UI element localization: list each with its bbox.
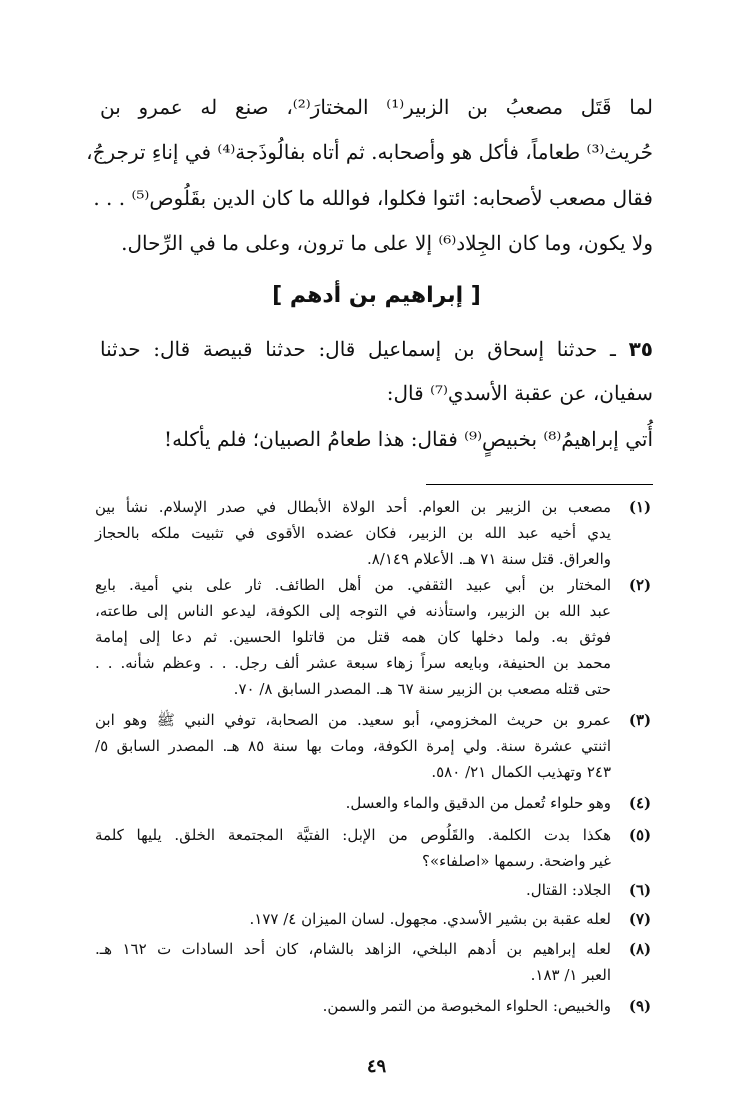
footnote-text (95, 936, 611, 988)
narration-line: سفيان، عن عقبة الأسدي⁽⁷⁾ قال: (386, 381, 653, 405)
footnote-text (95, 822, 611, 874)
footnote-number: (٤) (628, 794, 652, 812)
footnote-line: والخبيص: الحلواء المخبوصة من التمر والسمن. (322, 997, 611, 1015)
footnote-text (95, 790, 611, 816)
story-line: ولا يكون، وما كان الجِلاد⁽⁶⁾ إلا على ما ترون، وعلى ما في الرِّحال. (121, 231, 653, 255)
footnote-number: (٣) (628, 711, 652, 729)
footnote-line: هكذا بدت الكلمة. والقَلُوص من الإبل: الفتيَّة المجتمعة الخلق. يليها كلمة (95, 826, 611, 844)
footnote-divider (426, 484, 653, 485)
narration-number: ٣٥ (628, 337, 653, 361)
story-line: لما قَتَل مصعبُ بن الزبير⁽¹⁾ المختارَ⁽²⁾، صنع له عمرو بن (100, 95, 653, 119)
footnote-line: وهو حلواء تُعمل من الدقيق والماء والعسل. (345, 794, 611, 812)
footnote-line: لعله عقبة بن بشير الأسدي. مجهول. لسان الميزان ٤/ ١٧٧. (249, 910, 611, 928)
footnote-text (95, 993, 611, 1019)
footnote-line: المختار بن أبي عبيد الثقفي. من أهل الطائف. ثار على بني أمية. بايع (95, 576, 611, 594)
footnote-line: يدي أخيه عبد الله بن الزبير، فكان عضده الأقوى في تثبيت ملكه بالحجاز (95, 524, 611, 542)
footnote-line: حتى قتله مصعب بن الزبير سنة ٦٧ هـ. المصدر السابق ٨/ ٧٠. (233, 680, 611, 698)
footnote-number: (٥) (628, 826, 652, 844)
footnote-number: (٨) (628, 940, 652, 958)
footnote-line: غير واضحة. رسمها «اصلفاء»؟ (422, 852, 611, 870)
footnote-text (95, 877, 611, 903)
page-number: ٤٩ (366, 1056, 387, 1077)
narration-line: أُتي إبراهيمُ⁽⁸⁾ بخبيصٍ⁽⁹⁾ فقال: هذا طعامُ الصبيان؛ فلم يأكله! (164, 427, 653, 451)
footnote-line: عمرو بن حريث المخزومي، أبو سعيد. من الصحابة، توفي النبي ﷺ وهو ابن (95, 711, 611, 729)
footnote-line: العبر ١/ ١٨٣. (530, 966, 611, 984)
narration-line (100, 334, 653, 364)
footnote-line: محمد بن الحنيفة، وبايعه سراً زهاء سبعة عشر ألف رجل. . . وعظم شأنه. . . (95, 654, 611, 672)
footnote-line: فوثق به. ولما دخلها كان همه قتل من قاتلوا الحسين. ثم دعا إلى إمامة (95, 628, 611, 646)
footnote-text (95, 906, 611, 932)
footnote-line: مصعب بن الزبير بن العوام. أحد الولاة الأبطال في صدر الإسلام. نشأ بين (95, 498, 611, 516)
footnote-number: (١) (628, 498, 652, 516)
footnote-number: (٦) (628, 881, 652, 899)
narration-text: ـ حدثنا إسحاق بن إسماعيل قال: حدثنا قبيصة قال: حدثنا (100, 337, 616, 361)
footnote-number: (٧) (628, 910, 652, 928)
story-line: فقال مصعب لأصحابه: ائتوا فكلوا، فوالله ما كان الدين بقَلُوص⁽⁵⁾ . . . (93, 186, 653, 210)
section-heading: [ إبراهيم بن أدهم ] (272, 283, 481, 308)
footnote-text (95, 707, 611, 785)
story-line: حُريث⁽³⁾ طعاماً، فأكل هو وأصحابه. ثم أتاه بفالُوذَجة⁽⁴⁾ في إناءِ ترجرجُ، (86, 140, 653, 164)
footnote-line: اثنتي عشرة سنة. ولي إمرة الكوفة، ومات بها سنة ٨٥ هـ. المصدر السابق ٥/ (95, 737, 611, 755)
footnote-line: عبد الله بن الزبير، واستأذنه في التوجه إلى الكوفة، ليدعو الناس إلى طاعته، (95, 602, 611, 620)
footnote-number: (٩) (628, 997, 652, 1015)
footnote-line: ٢٤٣ وتهذيب الكمال ٢١/ ٥٨٠. (431, 763, 611, 781)
footnote-line: والعراق. قتل سنة ٧١ هـ. الأعلام ٨/١٤٩. (366, 550, 611, 568)
footnote-text (95, 572, 611, 702)
footnote-line: الجلاد: القتال. (526, 881, 611, 899)
footnote-text (95, 494, 611, 572)
footnote-number: (٢) (628, 576, 652, 594)
footnote-line: لعله إبراهيم بن أدهم البلخي، الزاهد بالشام، كان أحد السادات ت ١٦٢ هـ. (95, 940, 612, 958)
